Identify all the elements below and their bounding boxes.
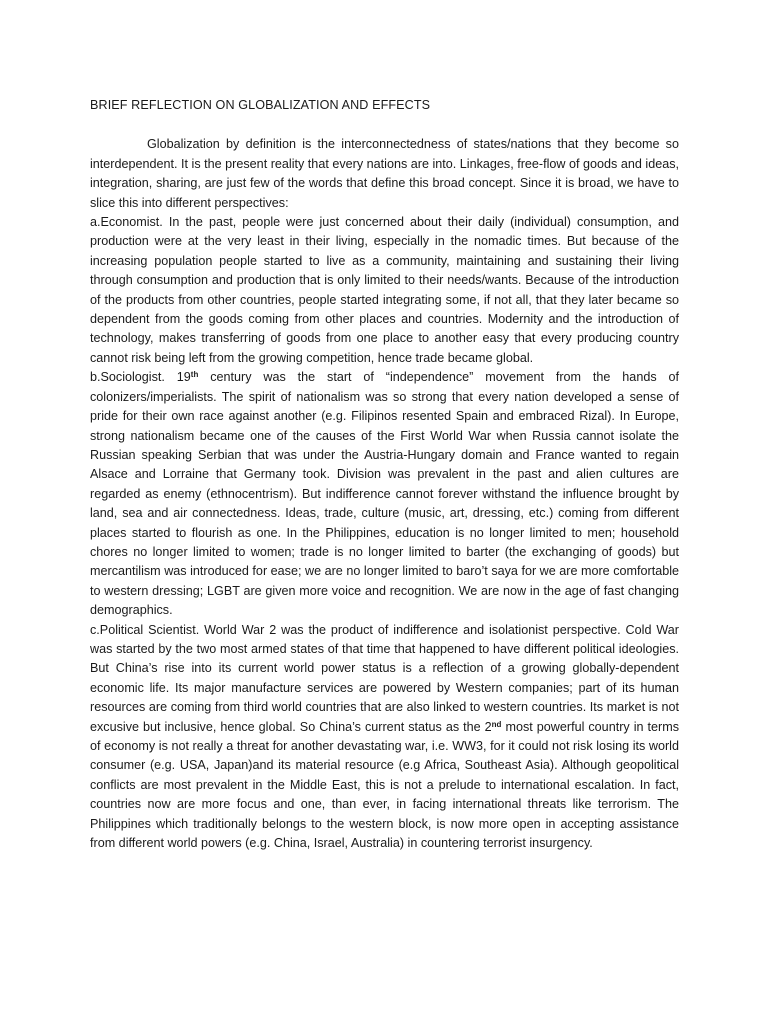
ordinal-suffix: th	[190, 370, 199, 380]
sociologist-lead: b.Sociologist. 19	[90, 370, 191, 385]
sociologist-text: century was the start of “independence” movement from the hands of colonizers/imperialists. The spirit of nationalism was so strong that every nation developed a sense of pride for their own race against another (e.g. Filipinos resented Spain and embraced Rizal). In Europe, strong nationalism became one of the causes of the First World War when Russia cannot isolate the Russian speaking Serbian that was under the Austria-Hungary domain and France wanted to regain Alsace and Lorraine that Germany took. Division was prevalent in the past and alien cultures are regarded as enemy (ethnocentrism). But indifference cannot forever withstand the influence brought by land, sea and air connectedness. Ideas, trade, culture (music, art, dressing, etc.) coming from different places started to flourish as one. In the Philippines, education is no longer limited to men; household chores no longer limited to women; trade is no longer limited to barter (the exchanging of goods) but mercantilism was introduced for ease; we are no longer limited to baro’t saya for we are more comfortable to western dressing; LGBT are given more voice and recognition. We are now in the age of fast changing demographics.	[90, 370, 679, 618]
document-title: BRIEF REFLECTION ON GLOBALIZATION AND EFFECTS	[90, 98, 431, 112]
document-page	[90, 96, 679, 853]
ordinal-suffix: nd	[491, 719, 502, 729]
political-scientist-lead: c.Political Scientist. World War 2 was the product of indifference and isolationist perspective. Cold War was started by the two most armed states of that time that happened to have different political ideologies. But China’s rise into its current world power status is a reflection of a growing globally-dependent economic life. Its major manufacture services are powered by Western companies; part of its human resources are coming from third world countries that are also linked to western countries. Its market is not excusive but inclusive, hence global. So China’s current status as the 2	[90, 622, 679, 734]
intro-paragraph: Globalization by definition is the interconnectedness of states/nations that they become so interdependent. It is the present reality that every nations are into. Linkages, free-flow of goods and ideas, integration, sharing, are just few of the words that define this broad concept. Since it is broad, we have to slice this into different perspectives:	[90, 137, 679, 210]
sociologist-paragraph	[90, 368, 679, 620]
political-scientist-paragraph	[90, 621, 679, 854]
political-scientist-text: most powerful country in terms of economy is not really a threat for another devastating war, i.e. WW3, for it could not risk losing its world consumer (e.g. USA, Japan)and its material resource (e.g Africa, Southeast Asia). Although geopolitical conflicts are most prevalent in the Middle East, this is not a prelude to international escalation. In fact, countries now are more focus and one, than ever, in facing international threats like terrorism. The Philippines which traditionally belongs to the western block, is now more open in accepting assistance from different world powers (e.g. China, Israel, Australia) in countering terrorist insurgency.	[90, 719, 679, 851]
economist-paragraph: a.Economist. In the past, people were just concerned about their daily (individual) consumption, and production were at the very least in their living, especially in the nomadic times. But because of the increasing population people started to live as a community, maintaining and sustaining their living through consumption and production that is only limited to their needs/wants. Because of the introduction of the products from other countries, people started integrating some, if not all, that they later became so dependent from the goods coming from other places and countries. Modernity and the introduction of technology, makes transferring of goods from one place to another easy that every producing country cannot risk being left from the growing competition, hence trade became global.	[90, 215, 679, 365]
